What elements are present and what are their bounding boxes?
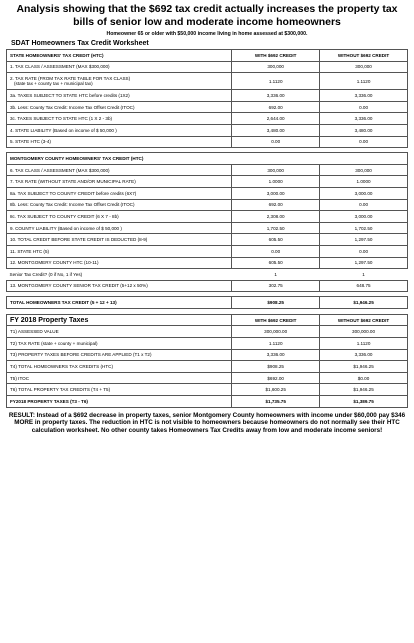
worksheet-title: SDAT Homeowners Tax Credit Worksheet	[11, 40, 149, 47]
property-label: T1) ASSESSED VALUE	[7, 326, 232, 338]
property-header-row	[7, 314, 408, 326]
property-without-value: $0.00	[320, 372, 408, 384]
state-header-row	[7, 50, 408, 62]
final-tax-row	[7, 396, 408, 408]
state-label	[7, 73, 232, 90]
state-row	[7, 113, 408, 125]
county-with-value: 3,000.00	[232, 187, 320, 199]
county-label: 8b. Less: County Tax Credit: Income Tax Offset Credit (ITOC)	[7, 199, 232, 211]
state-row	[7, 73, 408, 90]
county-row	[7, 211, 408, 223]
property-row	[7, 361, 408, 373]
county-with-value: 2,308.00	[232, 211, 320, 223]
county-with-value: 300,000	[232, 164, 320, 176]
property-with-value: $1,600.25	[232, 384, 320, 396]
county-without-value: 1,297.50	[320, 257, 408, 269]
county-rows	[7, 164, 408, 268]
property-row	[7, 338, 408, 350]
county-with-value: 692.00	[232, 199, 320, 211]
state-without-value: 300,000	[320, 61, 408, 73]
county-without-value: 3,000.00	[320, 187, 408, 199]
state-without-value: 0.00	[320, 101, 408, 113]
state-label: 3c. TAXES SUBJECT TO STATE HTC (1 X 2 - 3b)	[7, 113, 232, 125]
property-label: T5) ITOC	[7, 372, 232, 384]
state-without-value: 3,336.00	[320, 113, 408, 125]
county-row	[7, 164, 408, 176]
state-rows	[7, 61, 408, 148]
state-label: 3a. TAXES SUBJECT TO STATE HTC before credits (1X2)	[7, 90, 232, 102]
final-tax-label: FY2018 PROPERTY TAXES (T3 - T6)	[7, 396, 232, 408]
county-without-value: 1.0000	[320, 176, 408, 188]
senior-credit-with: 302.75	[232, 280, 320, 292]
state-label-sub: (state tax + county tax + municipal tax)	[14, 81, 93, 87]
state-label-main: 2. TAX RATE (FROM TAX RATE TABLE FOR TAX CLASS)	[10, 75, 131, 81]
county-label: 10. TOTAL CREDIT BEFORE STATE CREDIT IS DEDUCTED (8-9)	[7, 234, 232, 246]
state-label: 4. STATE LIABILITY (Based on income of $ 50,000 )	[7, 124, 232, 136]
state-without-value: 3,336.00	[320, 90, 408, 102]
total-credit-without: $1,946.25	[320, 297, 408, 309]
senior-flag-row	[7, 269, 408, 281]
state-with-value: 3,480.00	[232, 124, 320, 136]
senior-flag-label: Senior Tax Credit? (0 if No, 1 if Yes)	[9, 271, 83, 277]
county-label: 12. MONTGOMERY COUNTY HTC (10-11)	[7, 257, 232, 269]
property-without-value: 300,000.00	[320, 326, 408, 338]
state-without-value: 3,480.00	[320, 124, 408, 136]
property-rows	[7, 326, 408, 396]
state-without-value: 0.00	[320, 136, 408, 148]
worksheet-table	[6, 49, 408, 309]
state-with-value: 300,000	[232, 61, 320, 73]
senior-flag-with: 1	[274, 271, 277, 277]
property-label: T2) TAX RATE (state + county + municipal)	[7, 338, 232, 350]
senior-flag-without: 1	[362, 271, 365, 277]
senior-credit-without: 648.75	[320, 280, 408, 292]
property-with-value: 300,000.00	[232, 326, 320, 338]
state-row	[7, 61, 408, 73]
county-with-value: 605.50	[232, 257, 320, 269]
senior-credit-label: 13. MONTGOMERY COUNTY SENIOR TAX CREDIT (5+12 x 50%)	[7, 280, 232, 292]
property-with-value: $692.00	[232, 372, 320, 384]
county-row	[7, 187, 408, 199]
state-row	[7, 136, 408, 148]
property-col-with-header: WITH $692 CREDIT	[232, 314, 320, 326]
property-row	[7, 349, 408, 361]
state-without-value: 1.1120	[320, 73, 408, 90]
county-label: 6. TAX CLASS / ASSESSMENT (MAX $300,000)	[7, 164, 232, 176]
county-label: 9. COUNTY LIABILITY (Based on income of $ 50,000 )	[7, 222, 232, 234]
state-label: 3b. Less: County Tax Credit: Income Tax Offset Credit (ITOC)	[7, 101, 232, 113]
property-label: T4) TOTAL HOMEOWNERS TAX CREDITS (HTC)	[7, 361, 232, 373]
result-statement: RESULT: Instead of a $692 decrease in property taxes, senior Montgomery County homeowners with income under $60,000 pay $346 MORE in property taxes. The reduction in HTC is not visible to homeowners because homeowners do not normally see their HTC calculation worksheet. No other county takes Homeowners Tax Credits away from low and moderate income seniors!	[8, 411, 406, 434]
final-tax-with: $1,735.75	[232, 396, 320, 408]
state-row	[7, 124, 408, 136]
county-without-value: 0.00	[320, 199, 408, 211]
property-with-value: 3,336.00	[232, 349, 320, 361]
county-label: 11. STATE HTC (5)	[7, 245, 232, 257]
state-section-label: STATE HOMEOWNERS' TAX CREDIT (HTC)	[7, 50, 232, 62]
state-with-value: 2,644.00	[232, 113, 320, 125]
county-row	[7, 257, 408, 269]
page-subtitle: Homeowner 65 or older with $50,000 income living in home assessed at $300,000.	[106, 31, 308, 37]
county-row	[7, 222, 408, 234]
county-without-value: 3,000.00	[320, 211, 408, 223]
county-row	[7, 234, 408, 246]
state-with-value: 3,336.00	[232, 90, 320, 102]
county-without-value: 300,000	[320, 164, 408, 176]
state-row	[7, 101, 408, 113]
senior-credit-row	[7, 280, 408, 292]
county-section-label: MONTGOMERY COUNTY HOMEOWNERS' TAX CREDIT (HTC)	[7, 153, 408, 165]
total-credit-row	[7, 297, 408, 309]
state-label: 1. TAX CLASS / ASSESSMENT (MAX $300,000)	[7, 61, 232, 73]
property-row	[7, 384, 408, 396]
property-row	[7, 326, 408, 338]
property-row	[7, 372, 408, 384]
property-without-value: $1,946.25	[320, 361, 408, 373]
county-row	[7, 245, 408, 257]
property-with-value: 1.1120	[232, 338, 320, 350]
county-without-value: 1,702.50	[320, 222, 408, 234]
property-col-without-header: WITHOUT $692 CREDIT	[320, 314, 408, 326]
county-with-value: 1,702.50	[232, 222, 320, 234]
county-row	[7, 199, 408, 211]
county-without-value: 0.00	[320, 245, 408, 257]
county-row	[7, 176, 408, 188]
county-without-value: 1,297.50	[320, 234, 408, 246]
county-label: 8c. TAX SUBJECT TO COUNTY CREDIT (6 X 7 - 8b)	[7, 211, 232, 223]
state-label: 5. STATE HTC (3-4)	[7, 136, 232, 148]
state-with-value: 0.00	[232, 136, 320, 148]
state-row	[7, 90, 408, 102]
total-credit-with: $908.25	[232, 297, 320, 309]
state-with-value: 1.1120	[232, 73, 320, 90]
county-with-value: 0.00	[232, 245, 320, 257]
property-without-value: 1.1120	[320, 338, 408, 350]
total-credit-label: TOTAL HOMEOWNERS TAX CREDIT (5 + 12 + 13)	[7, 297, 232, 309]
col-without-credit-header: WITHOUT $692 CREDIT	[320, 50, 408, 62]
property-label: T6) TOTAL PROPERTY TAX CREDITS (T4 + T5)	[7, 384, 232, 396]
property-taxes-table	[6, 314, 408, 408]
property-section-title: FY 2018 Property Taxes	[7, 314, 232, 326]
county-label: 8a. TAX SUBJECT TO COUNTY CREDIT before credits (6X7)	[7, 187, 232, 199]
county-label: 7. TAX RATE (WITHOUT STATE AND/OR MUNICIPAL RATE)	[7, 176, 232, 188]
property-label: T3) PROPERTY TAXES BEFORE CREDITS ARE APPLIED (T1 x T2)	[7, 349, 232, 361]
property-with-value: $908.25	[232, 361, 320, 373]
county-with-value: 605.50	[232, 234, 320, 246]
col-with-credit-header: WITH $692 CREDIT	[232, 50, 320, 62]
property-without-value: 3,336.00	[320, 349, 408, 361]
county-with-value: 1.0000	[232, 176, 320, 188]
property-without-value: $1,946.25	[320, 384, 408, 396]
page-title: Analysis showing that the $692 tax credit actually increases the property tax bills of senior low and moderate income homeowners	[16, 3, 398, 28]
state-with-value: 692.00	[232, 101, 320, 113]
final-tax-without: $1,389.75	[320, 396, 408, 408]
county-header-row	[7, 153, 408, 165]
